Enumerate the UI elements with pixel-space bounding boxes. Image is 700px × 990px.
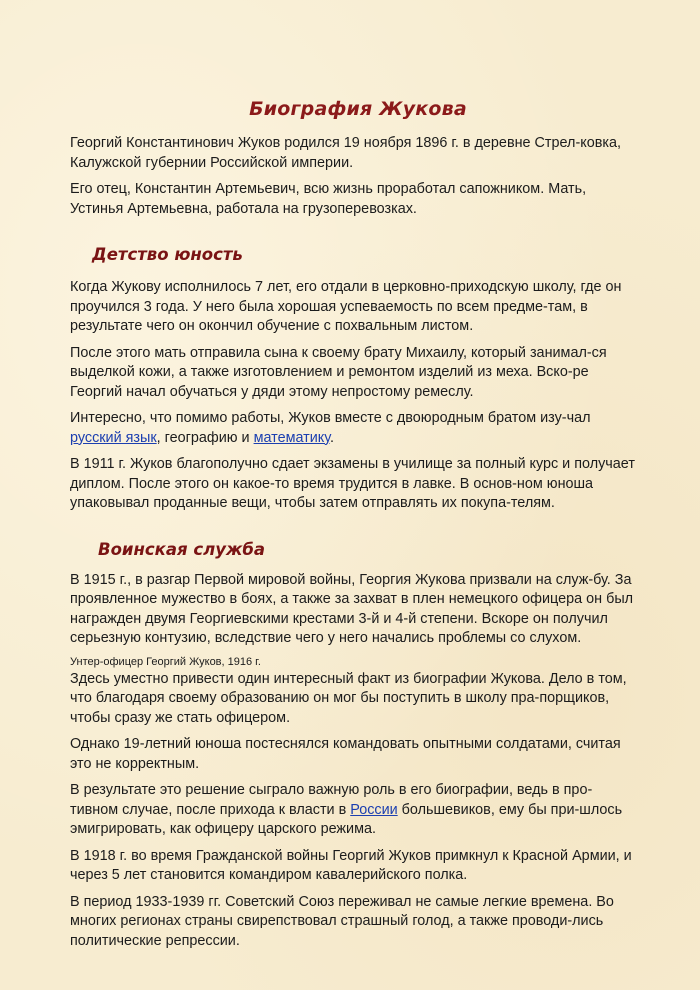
mathematics-link[interactable]: математику [253,429,331,446]
childhood-paragraph-3-text-a: Интересно, что помимо работы, Жуков вместе с двоюродным братом изу-чал [70,410,591,426]
childhood-paragraph-1: Когда Жукову исполнилось 7 лет, его отдали в церковно-приходскую школу, где он проучился 3 года. У него была хорошая успеваемость по всем предме-там, в результате чего он окончил обучение с похвальным листом. [70,279,622,334]
military-paragraph-1: В 1915 г., в разгар Первой мировой войны, Георгия Жукова призвали на служ-бу. За проявленное мужество в боях, а также за захват в плен немецкого офицера он был награжден двумя Георгиевскими крестами 3-й и 4-й степени. Вскоре он получил серьезную контузию, вследствие чего у него начались проблемы со слухом. [70,571,634,646]
military-paragraph-6: В период 1933-1939 гг. Советский Союз переживал не самые легкие времена. Во многих регионах страны свирепствовал страшный голод, а также проводи-лись политические репрессии. [70,893,614,949]
photo-caption: Унтер-офицер Георгий Жуков, 1916 г. [70,655,261,668]
childhood-paragraph-3-text-b: , географию и [156,429,254,446]
page-title: Биография Жукова [249,98,467,120]
childhood-paragraph-3 [70,409,636,448]
childhood-paragraph-2: После этого мать отправила сына к своему брату Михаилу, который занимал-ся выделкой кожи, а также изготовлением и ремонтом изделий из меха. Вско-ре Георгий начал обучаться у дяди этому непростому ремеслу. [70,344,607,400]
childhood-paragraph-3-text-c: . [330,429,335,446]
intro-paragraph-1: Георгий Константинович Жуков родился 19 ноября 1896 г. в деревне Стрел-ковка, Калужской губернии Российской империи. [70,135,621,171]
section-heading-military: Воинская служба [98,539,266,559]
intro-paragraph-2: Его отец, Константин Артемьевич, всю жизнь проработал сапожником. Мать, Устинья Артемьевна, работала на грузоперевозках. [70,181,587,217]
russian-language-link[interactable]: русский язык [70,429,157,446]
russia-link[interactable]: России [350,801,398,818]
military-paragraph-4 [70,781,636,840]
military-paragraph-3: Однако 19-летний юноша постеснялся командовать опытными солдатами, считая это не корректным. [70,736,621,772]
childhood-paragraph-4: В 1911 г. Жуков благополучно сдает экзамены в училище за полный курс и получает диплом. После этого он какое-то время трудится в лавке. В основ-ном юноша упаковывал проданные вещи, чтобы затем отправлять их покупа-телям. [70,456,635,511]
military-paragraph-4-text-a: В результате это решение сыграло важную роль в его биографии, ведь в про-тивном случае, после прихода к власти в [70,782,593,818]
military-paragraph-5: В 1918 г. во время Гражданской войны Георгий Жуков примкнул к Красной Армии, и через 5 лет становится командиром кавалерийского полка. [70,847,632,883]
section-heading-childhood: Детство юность [92,245,243,264]
military-paragraph-4-text-b: большевиков, ему бы при-шлось эмигрировать, как офицеру царского режима. [70,801,623,837]
military-paragraph-2: Здесь уместно привести один интересный факт из биографии Жукова. Дело в том, что благодаря своему образованию он мог бы поступить в школу пра-порщиков, чтобы сразу же стать офицером. [70,670,627,726]
